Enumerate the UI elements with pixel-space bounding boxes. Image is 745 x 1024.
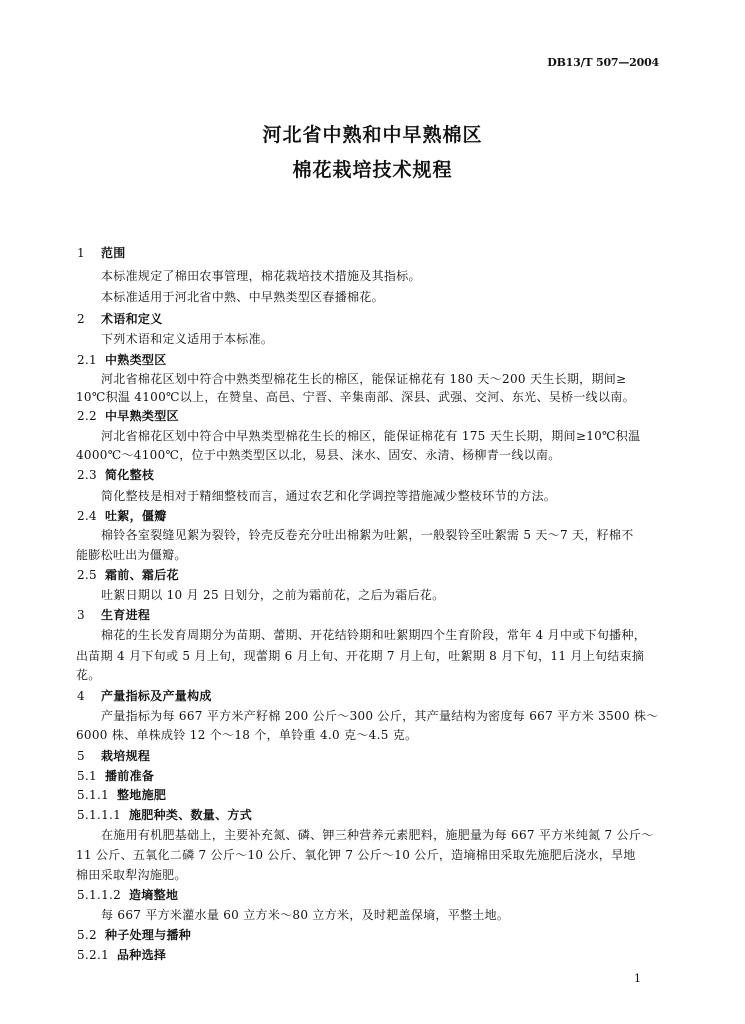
section-heading xyxy=(77,311,163,327)
section-number: 5 xyxy=(77,749,85,763)
paragraph-continuation-line: 花。 xyxy=(76,668,101,682)
section-number: 4 xyxy=(77,689,85,703)
section-number: 3 xyxy=(77,608,85,622)
paragraph-line: 本标准规定了棉田农事管理，棉花栽培技术措施及其指标。 xyxy=(101,269,421,283)
section-heading-text: 中熟类型区 xyxy=(105,353,167,367)
document-title-line2: 棉花栽培技术规程 xyxy=(292,159,453,181)
section-number: 2.1 xyxy=(77,353,97,367)
section-number: 2.4 xyxy=(77,509,97,523)
section-heading-text: 产量指标及产量构成 xyxy=(101,689,212,703)
paragraph-line: 产量指标为每 667 平方米产籽棉 200 公斤～300 公斤，其产量结构为密度每 667 平方米 3500 株～ xyxy=(101,709,659,723)
section-number: 2.5 xyxy=(77,568,97,582)
document-title-line1: 河北省中熟和中早熟棉区 xyxy=(262,124,483,146)
section-heading xyxy=(77,887,178,903)
standard-number: DB13/T 507—2004 xyxy=(547,56,659,69)
section-heading xyxy=(77,467,154,483)
section-heading xyxy=(77,408,179,424)
section-heading xyxy=(77,245,126,261)
section-heading-text: 栽培规程 xyxy=(101,749,151,763)
section-number: 5.1.1.2 xyxy=(77,888,122,902)
section-heading-text: 造墒整地 xyxy=(129,888,179,902)
paragraph-continuation-line: 4000℃～4100℃，位于中熟类型区以北，易县、涞水、固安、永清、杨柳青一线以南。 xyxy=(76,448,561,462)
section-number: 1 xyxy=(77,246,85,260)
paragraph-continuation-line: 10℃积温 4100℃以上，在赞皇、高邑、宁晋、辛集南部、深县、武强、交河、东光、吴桥一线以南。 xyxy=(76,390,635,404)
section-heading xyxy=(77,787,166,803)
section-heading xyxy=(77,927,191,943)
section-heading xyxy=(77,352,167,368)
paragraph-line: 吐絮日期以 10 月 25 日划分，之前为霜前花，之后为霜后花。 xyxy=(101,588,445,602)
section-number: 2.2 xyxy=(77,409,97,423)
section-heading-text: 范围 xyxy=(101,246,126,260)
section-heading-text: 霜前、霜后花 xyxy=(105,568,179,582)
section-heading xyxy=(77,688,212,704)
section-heading xyxy=(77,748,150,764)
paragraph-continuation-line: 能膨松吐出为僵瓣。 xyxy=(76,548,187,562)
section-heading-text: 施肥种类、数量、方式 xyxy=(129,808,253,822)
paragraph-line: 在施用有机肥基础上，主要补充氮、磷、钾三种营养元素肥料，施肥量为每 667 平方米纯氮 7 公斤～ xyxy=(101,828,654,842)
section-heading xyxy=(77,768,154,784)
paragraph-line: 简化整枝是相对于精细整枝而言，通过农艺和化学调控等措施减少整枝环节的方法。 xyxy=(101,489,557,503)
section-heading-text: 简化整枝 xyxy=(105,468,155,482)
section-heading xyxy=(77,947,166,963)
paragraph-line: 河北省棉花区划中符合中早熟类型棉花生长的棉区，能保证棉花有 175 天生长期，期间≥10℃积温 xyxy=(101,429,641,443)
section-number: 5.2 xyxy=(77,928,97,942)
section-heading-text: 生育进程 xyxy=(101,608,151,622)
section-heading-text: 播前准备 xyxy=(105,769,155,783)
page-number: 1 xyxy=(634,972,641,985)
paragraph-line: 每 667 平方米灌水量 60 立方米～80 立方米，及时耙盖保墒，平整土地。 xyxy=(101,908,510,922)
section-heading-text: 整地施肥 xyxy=(117,788,167,802)
section-heading-text: 吐絮，僵瓣 xyxy=(105,509,167,523)
section-heading xyxy=(77,607,150,623)
paragraph-line: 棉花的生长发育周期分为苗期、蕾期、开花结铃期和吐絮期四个生育阶段，常年 4 月中或下旬播种， xyxy=(101,628,647,642)
section-heading-text: 种子处理与播种 xyxy=(105,928,192,942)
paragraph-line: 棉铃各室裂缝见絮为裂铃，铃壳反卷充分吐出棉絮为吐絮，一般裂铃至吐絮需 5 天～7 天，籽棉不 xyxy=(101,528,634,542)
section-heading xyxy=(77,567,179,583)
section-number: 2.3 xyxy=(77,468,97,482)
section-heading-text: 中早熟类型区 xyxy=(105,409,179,423)
section-number: 5.1.1.1 xyxy=(77,808,122,822)
section-heading-text: 术语和定义 xyxy=(101,312,163,326)
section-number: 5.1.1 xyxy=(77,788,110,802)
paragraph-continuation-line: 6000 株、单株成铃 12 个～18 个，单铃重 4.0 克～4.5 克。 xyxy=(76,728,418,742)
paragraph-line: 河北省棉花区划中符合中熟类型棉花生长的棉区，能保证棉花有 180 天～200 天生长期，期间≥ xyxy=(101,372,627,386)
paragraph-continuation-line: 出苗期 4 月下旬或 5 月上旬，现蕾期 6 月上旬、开花期 7 月上旬，吐絮期 8 月下旬，11 月上旬结束摘 xyxy=(76,649,645,663)
paragraph-continuation-line: 棉田采取犁沟施肥。 xyxy=(76,868,187,882)
section-number: 2 xyxy=(77,312,85,326)
paragraph-continuation-line: 11 公斤、五氧化二磷 7 公斤～10 公斤、氧化钾 7 公斤～10 公斤，造墒棉田采取先施肥后浇水，旱地 xyxy=(76,848,636,862)
section-number: 5.1 xyxy=(77,769,97,783)
section-heading xyxy=(77,807,252,823)
section-number: 5.2.1 xyxy=(77,948,110,962)
paragraph-line: 下列术语和定义适用于本标准。 xyxy=(101,332,274,346)
section-heading-text: 品种选择 xyxy=(117,948,167,962)
section-heading xyxy=(77,508,167,524)
paragraph-line: 本标准适用于河北省中熟、中早熟类型区春播棉花。 xyxy=(101,290,384,304)
